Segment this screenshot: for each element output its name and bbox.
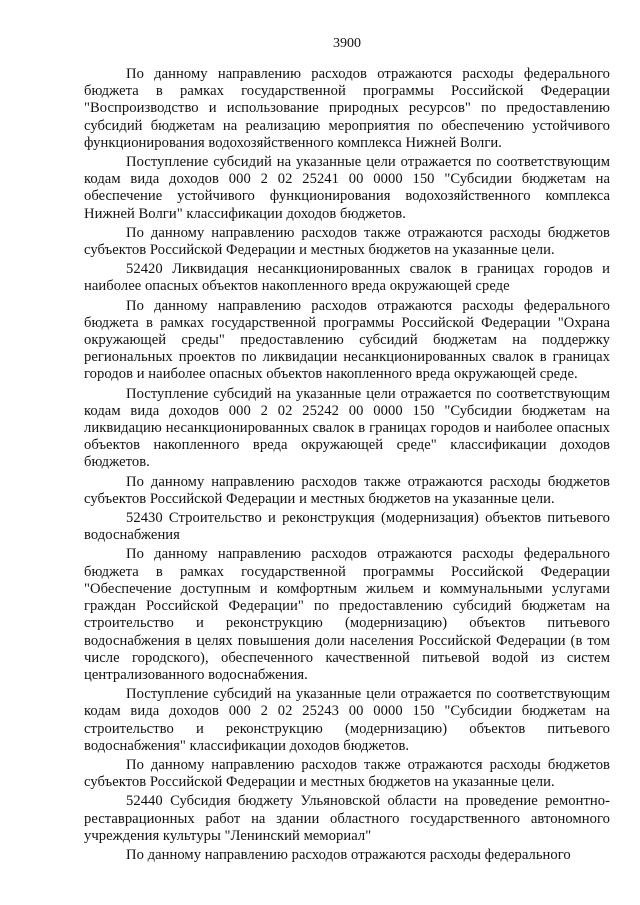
- paragraph: По данному направлению расходов также отражаются расходы бюджетов субъектов Российской Федерации и местных бюджетов на указанные цели.: [84, 473, 610, 507]
- section-heading: 52440 Субсидия бюджету Ульяновской области на проведение ремонтно-реставрационных работ на здании областного государственного автономного учреждения культуры "Ленинский мемориал": [84, 793, 610, 844]
- paragraph: По данному направлению расходов отражаются расходы федерального бюджета в рамках государственной программы Российской Федерации "Воспроизводство и использование природных ресурсов" по предоставлению субсидий бюджетам на реализацию мероприятия по обеспечению устойчивого функционирования водохозяйственного комплекса Нижней Волги.: [84, 66, 610, 151]
- paragraph: По данному направлению расходов отражаются расходы федерального бюджета в рамках государственной программы Российской Федерации "Охрана окружающей среды" предоставлению субсидий бюджетам на поддержку региональных проектов по ликвидации несанкционированных свалок в границах городов и наиболее опасных объектов накопленного вреда окружающей среде.: [84, 297, 610, 383]
- paragraph: Поступление субсидий на указанные цели отражается по соответствующим кодам вида доходов 000 2 02 25242 00 0000 150 "Субсидии бюджетам на ликвидацию несанкционированных свалок в границах городов и наиболее опасных объектов накопленного вреда окружающей среде" классификации доходов бюджетов.: [84, 385, 610, 471]
- page-number: 3900: [333, 36, 361, 51]
- section-heading: 52420 Ликвидация несанкционированных свалок в границах городов и наиболее опасных объектов накопленного вреда окружающей среде: [84, 261, 610, 295]
- paragraph: Поступление субсидий на указанные цели отражается по соответствующим кодам вида доходов 000 2 02 25241 00 0000 150 "Субсидии бюджетам на обеспечение устойчивого функционирования водохозяйственного комплекса Нижней Волги" классификации доходов бюджетов.: [84, 154, 610, 222]
- paragraph: По данному направлению расходов отражаются расходы федерального бюджета в рамках государственной программы Российской Федерации "Обеспечение доступным и комфортным жильем и коммунальными услугами граждан Российской Федерации" по предоставлению субсидий бюджетам на строительство и реконструкцию (модернизацию) объектов питьевого водоснабжения в целях повышения доли населения Российской Федерации (в том числе городского), обеспеченного качественной питьевой водой из систем централизованного водоснабжения.: [84, 546, 610, 683]
- paragraph: По данному направлению расходов также отражаются расходы бюджетов субъектов Российской Федерации и местных бюджетов на указанные цели.: [84, 224, 610, 259]
- section-heading: 52430 Строительство и реконструкция (модернизация) объектов питьевого водоснабжения: [84, 510, 610, 544]
- paragraph: Поступление субсидий на указанные цели отражается по соответствующим кодам вида доходов 000 2 02 25243 00 0000 150 "Субсидии бюджетам на строительство и реконструкцию (модернизацию) объектов питьевого водоснабжения" классификации доходов бюджетов.: [84, 686, 610, 754]
- paragraph: По данному направлению расходов также отражаются расходы бюджетов субъектов Российской Федерации и местных бюджетов на указанные цели.: [84, 756, 610, 791]
- paragraph: По данному направлению расходов отражаются расходы федерального: [126, 846, 571, 863]
